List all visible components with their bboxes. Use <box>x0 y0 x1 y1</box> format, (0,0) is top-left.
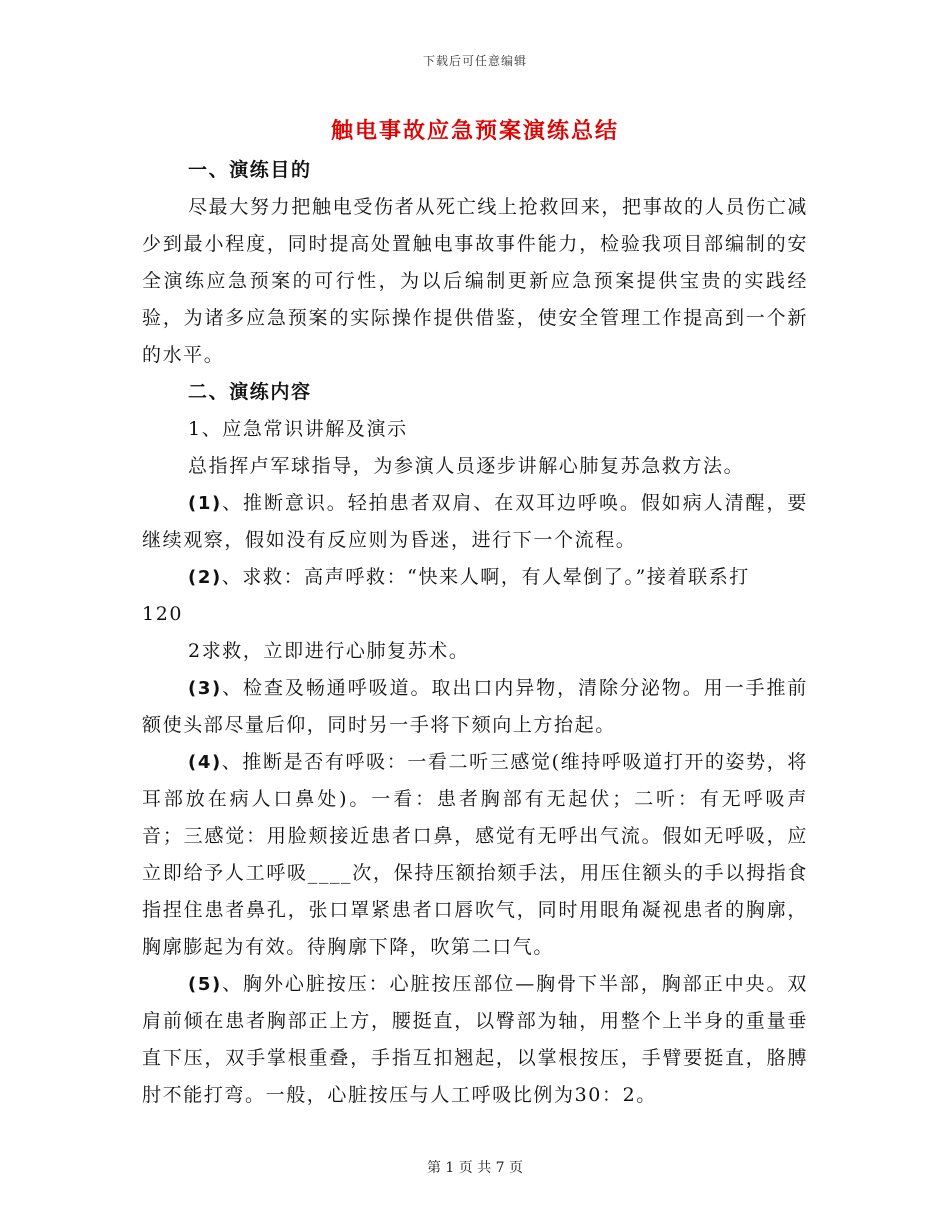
step-3-number: (3) <box>188 678 222 699</box>
step-1-paragraph <box>142 485 808 559</box>
step-2-text: 、求救：高声呼救：“快来人啊，有人晕倒了。”接着联系打 <box>221 566 750 588</box>
step-1-number: (1) <box>188 493 222 514</box>
section-heading-purpose: 一、演练目的 <box>188 159 312 181</box>
intro-paragraph: 总指挥卢军球指导，为参演人员逐步讲解心肺复苏急救方法。 <box>188 455 745 477</box>
step-4-number: (4) <box>188 752 222 773</box>
page-number-footer: 第 1 页 共 7 页 <box>426 1160 524 1176</box>
document-title: 触电事故应急预案演练总结 <box>330 118 619 144</box>
step-5-paragraph <box>142 966 808 1114</box>
step-2-paragraph <box>142 559 808 596</box>
step-2-continuation: 2求救，立即进行心肺复苏术。 <box>188 640 470 662</box>
header-note: 下载后可任意编辑 <box>422 54 527 68</box>
step-5-number: (5) <box>188 974 222 995</box>
document-body <box>142 152 808 1114</box>
section-heading-content: 二、演练内容 <box>188 381 312 403</box>
step-1-text: 、推断意识。轻拍患者双肩、在双耳边呼唤。假如病人清醒，要继续观察，假如没有反应则为昏迷，进行下一个流程。 <box>142 492 808 551</box>
step-4-text: 、推断是否有呼吸：一看二听三感觉(维持呼吸道打开的姿势，将耳部放在病人口鼻处)。一看：患者胸部有无起伏；二听：有无呼吸声音；三感觉：用脸颊接近患者口鼻，感觉有无呼出气流。假如无呼吸，应立即给予人工呼吸____次，保持压额抬颏手法，用压住额头的手以拇指食指捏住患者鼻孔，张口罩紧患者口唇吹气，同时用眼角凝视患者的胸廓，胸廓膨起为有效。待胸廓下降，吹第二口气。 <box>142 751 808 958</box>
step-3-text: 、检查及畅通呼吸道。取出口内异物，清除分泌物。用一手推前额使头部尽量后仰，同时另一手将下颏向上方抬起。 <box>142 677 808 736</box>
step-4-paragraph <box>142 744 808 966</box>
step-2-number-line: 120 <box>142 603 184 625</box>
step-5-text: 、胸外心脏按压：心脏按压部位—胸骨下半部，胸部正中央。双肩前倾在患者胸部正上方，腰挺直，以臀部为轴，用整个上半身的重量垂直下压，双手掌根重叠，手指互扣翘起，以掌根按压，手臂要挺直，胳膊肘不能打弯。一般，心脏按压与人工呼吸比例为30：2。 <box>142 973 808 1106</box>
purpose-paragraph: 尽最大努力把触电受伤者从死亡线上抢救回来，把事故的人员伤亡减少到最小程度，同时提高处置触电事故事件能力，检验我项目部编制的安全演练应急预案的可行性，为以后编制更新应急预案提供宝贵的实践经验，为诸多应急预案的实际操作提供借鉴，使安全管理工作提高到一个新的水平。 <box>142 196 808 366</box>
step-3-paragraph <box>142 670 808 744</box>
step-2-number: (2) <box>188 567 222 588</box>
subheading-emergency-knowledge: 1、应急常识讲解及演示 <box>188 418 408 440</box>
